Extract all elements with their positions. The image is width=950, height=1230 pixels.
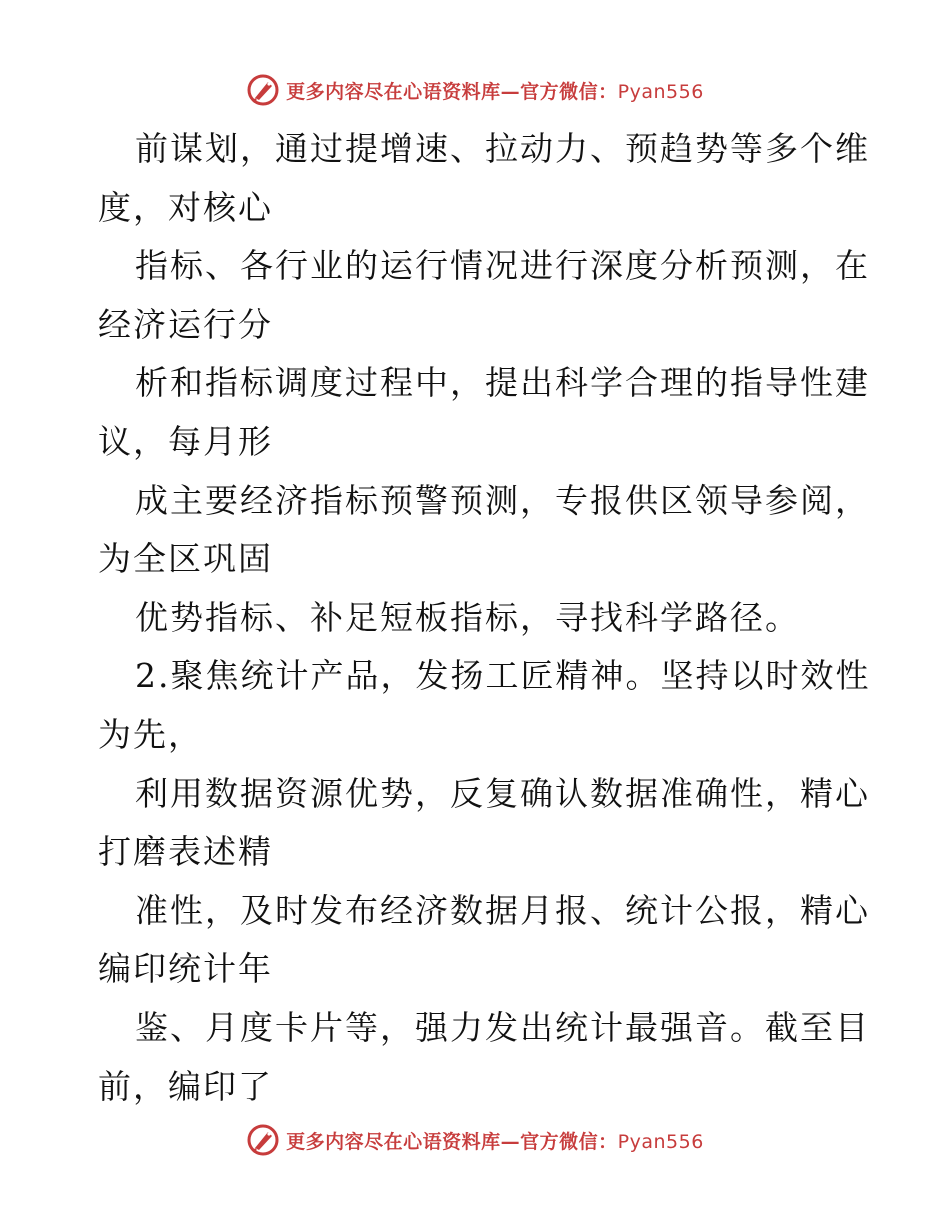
body-line: 鉴、月度卡片等，强力发出统计最强音。截至目 [135,1007,870,1047]
body-line: 利用数据资源优势，反复确认数据准确性，精心 [135,773,870,813]
pen-nib-logo-icon [246,1123,280,1157]
header-banner [0,70,950,110]
header-banner-text [286,77,704,104]
footer-banner [0,1120,950,1160]
body-line: 度，对核心 [98,187,273,227]
body-line: 2.聚焦统计产品，发扬工匠精神。坚持以时效性 [135,656,871,696]
pen-nib-logo-icon [246,73,280,107]
body-line: 前谋划，通过提增速、拉动力、预趋势等多个维 [135,129,870,168]
body-line: 准性，及时发布经济数据月报、统计公报，精心 [135,890,870,930]
body-line: 打磨表述精 [98,832,273,872]
footer-wechat-id: Pyan556 [617,1130,704,1153]
header-wechat-id: Pyan556 [617,80,704,103]
header-banner-label: 更多内容尽在心语资料库—官方微信： [286,80,618,103]
body-line: 为先， [98,714,203,754]
body-line: 议，每月形 [98,421,273,461]
body-line: 为全区巩固 [98,539,273,579]
body-line: 优势指标、补足短板指标，寻找科学路径。 [135,597,800,637]
body-line: 经济运行分 [98,304,273,344]
body-line: 编印统计年 [98,949,273,989]
footer-banner-text [286,1127,704,1154]
body-line: 析和指标调度过程中，提出科学合理的指导性建 [135,363,870,403]
body-line: 前，编印了 [98,1066,273,1106]
document-body [98,120,871,1116]
body-line: 指标、各行业的运行情况进行深度分析预测，在 [135,246,870,286]
footer-banner-label: 更多内容尽在心语资料库—官方微信： [286,1130,618,1153]
body-line: 成主要经济指标预警预测，专报供区领导参阅， [135,480,870,520]
